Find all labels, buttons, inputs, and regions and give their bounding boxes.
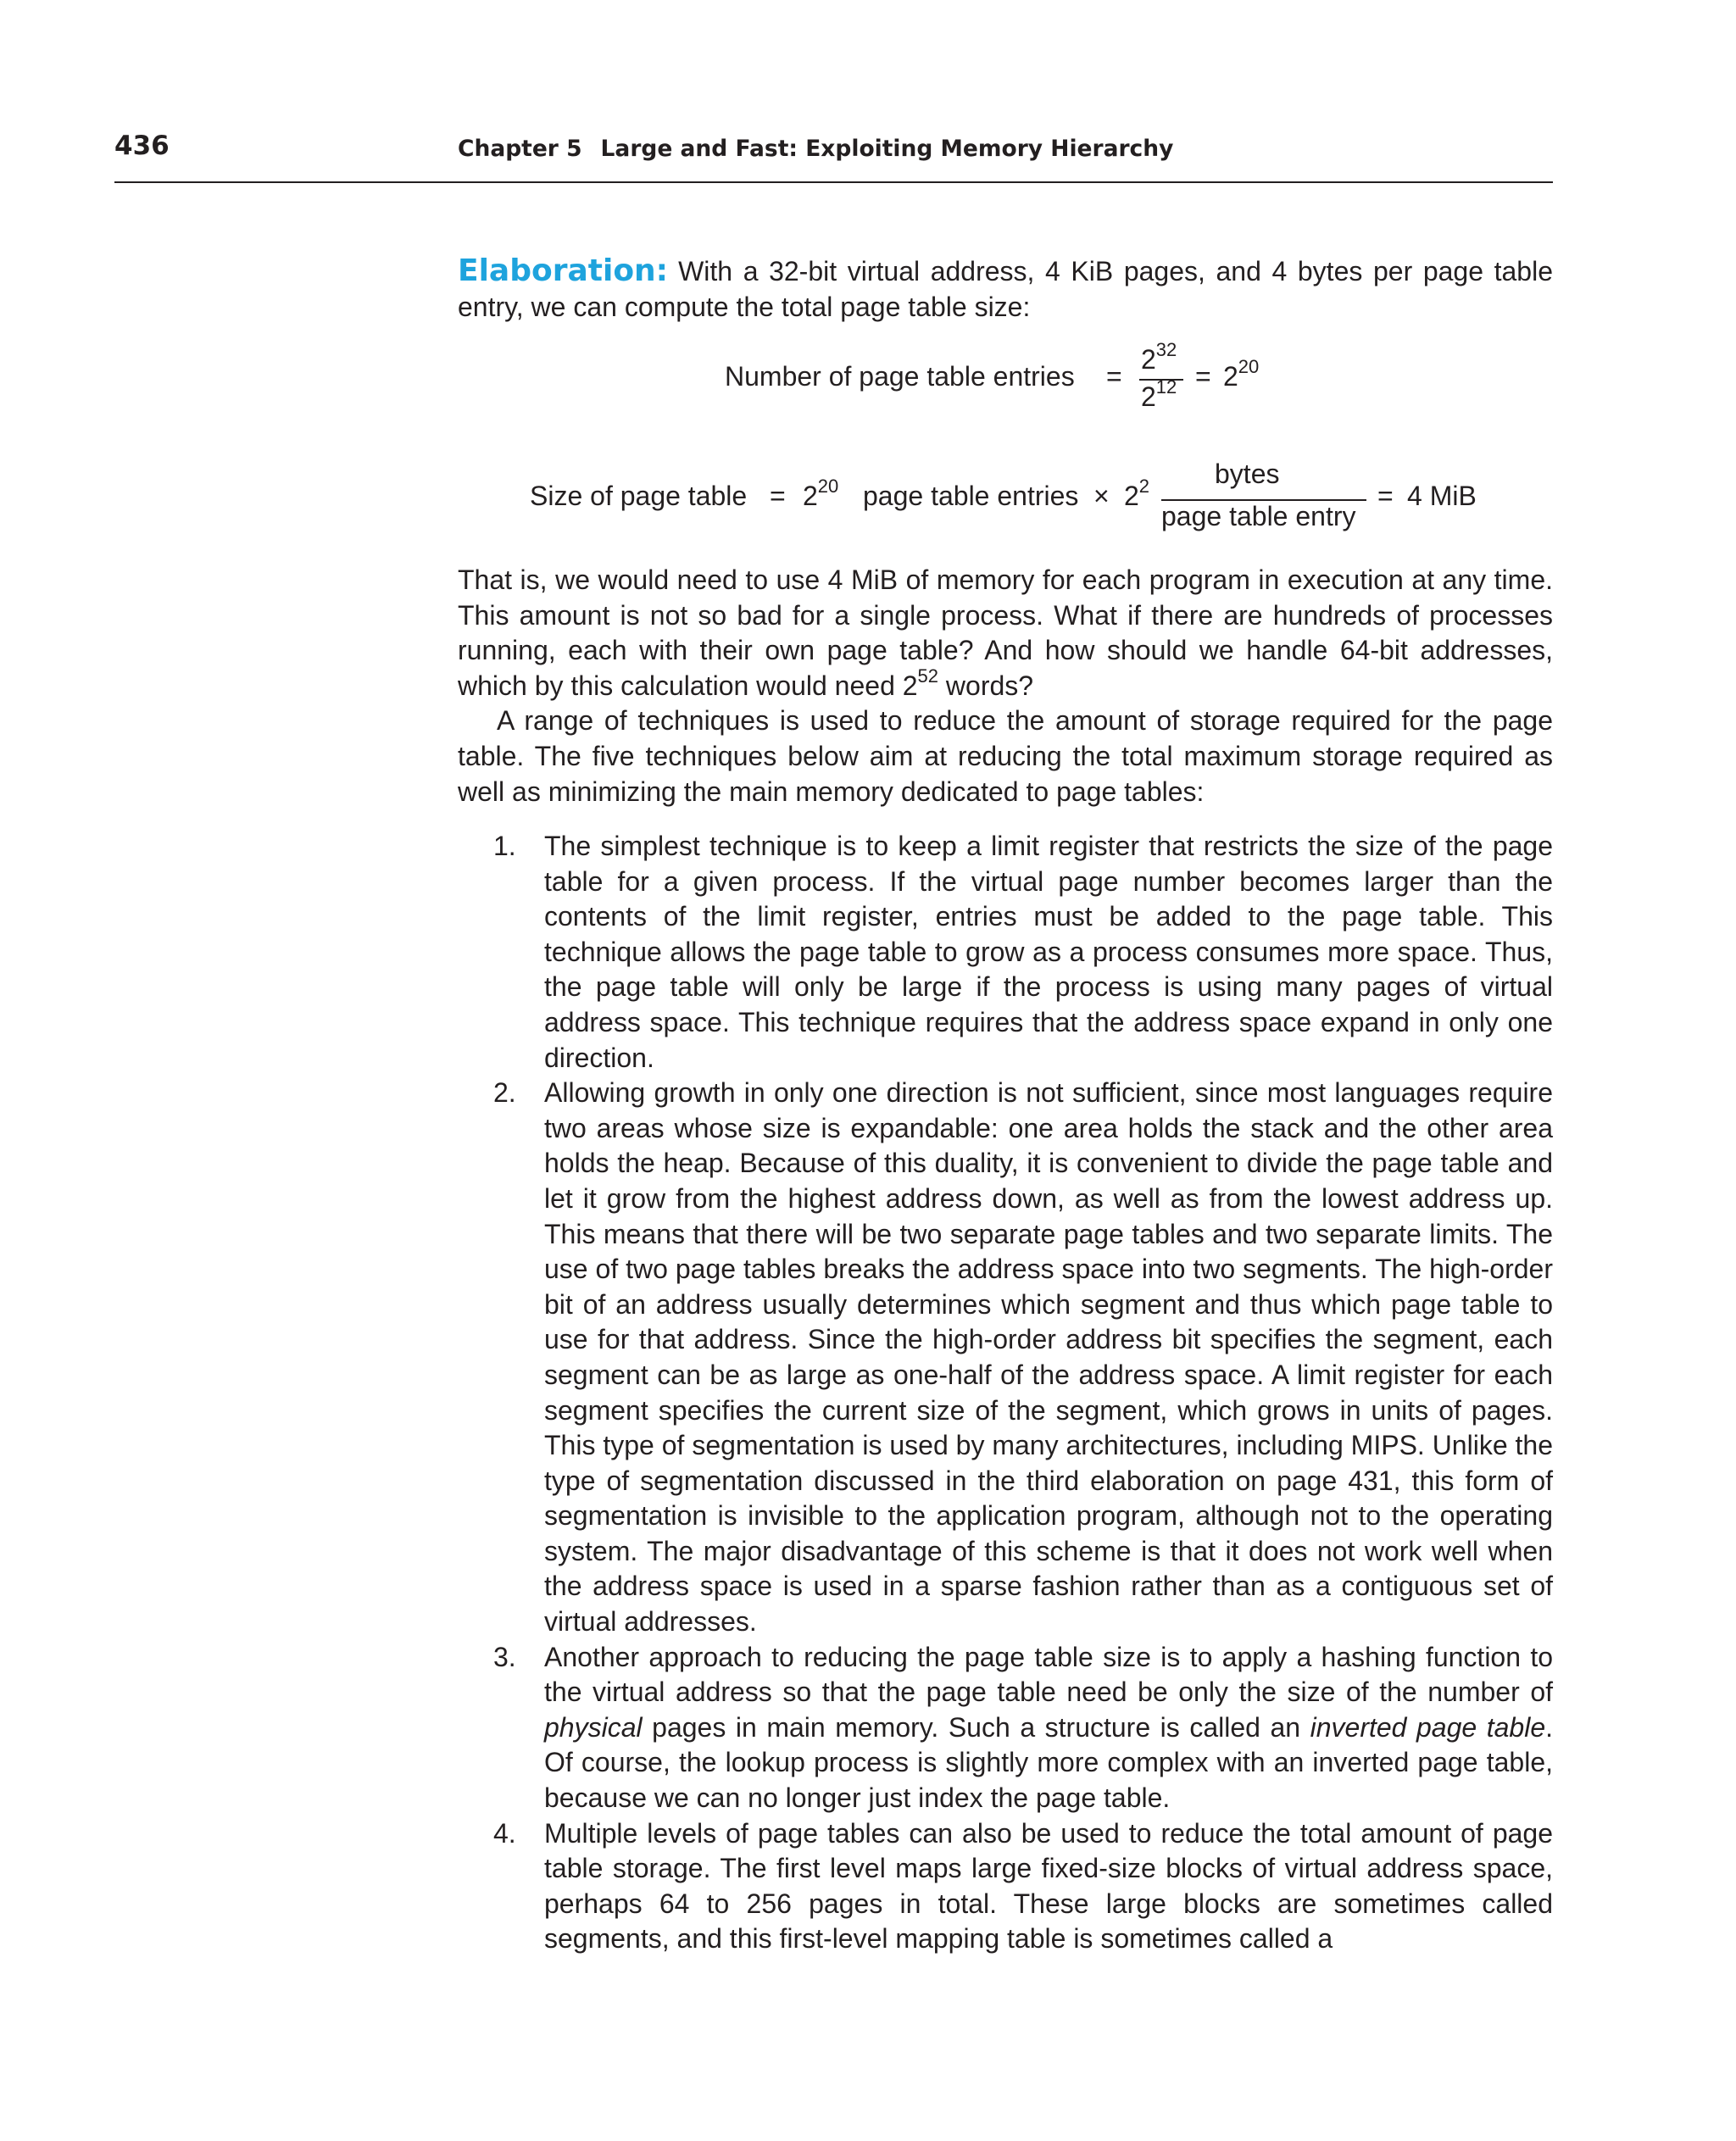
- equation1-equals: =: [1106, 361, 1122, 392]
- list-item: [458, 1076, 1553, 1640]
- list-item-number: 1.: [493, 831, 516, 861]
- list-item-number: 4.: [493, 1817, 516, 1849]
- list-item-text: The simplest technique is to keep a limit register that restricts the size of the page table for a given process. If the virtual page number becomes larger than the contents of the limit register, entries must be added to the page table. This technique allows the page table to grow as a process consumes more space. Thus, the page table will only be large if the process is using many pages of virtual address space. This technique requires that the address space expand in only one direction.: [544, 831, 1553, 1073]
- chapter-title: Large and Fast: Exploiting Memory Hierarchy: [600, 136, 1174, 162]
- list-item-text: Multiple levels of page tables can also be used to reduce the total amount of page table storage. The first level maps large fixed-size blocks of virtual address space, perhaps 64 to 256 pages in total. These large blocks are sometimes called segments, and this first-level mapping table is sometimes called a: [544, 1817, 1553, 1955]
- discussion: [458, 563, 1553, 809]
- running-head: [458, 136, 1173, 162]
- running-header: [114, 129, 1553, 183]
- equation-page-table-entries: [725, 341, 1318, 417]
- equation1-numerator: $2^{32}$: [1141, 339, 1177, 375]
- equation2-lhs: Size of page table: [530, 481, 748, 511]
- list-item: [458, 1640, 1553, 1816]
- equation2-result: 4 MiB: [1407, 481, 1477, 511]
- equation1-lhs: Number of page table entries: [725, 361, 1075, 392]
- equation2-fraction-denominator: page table entry: [1161, 501, 1356, 531]
- list-item: [458, 1816, 1553, 1957]
- equation1-result: $2^{20}$: [1223, 356, 1260, 392]
- elaboration-text: With a 32-bit virtual address, 4 KiB pages, and 4 bytes per page table entry, we can compute the total page table size:: [458, 256, 1553, 322]
- equation1-equals-2: =: [1195, 361, 1211, 392]
- equation2-equals-2: =: [1377, 481, 1394, 511]
- equation2-term1-unit: page table entries: [863, 481, 1079, 511]
- equation2-term1: $2^{20}$: [803, 475, 839, 511]
- equation2-term2: $2^2$: [1124, 475, 1150, 511]
- list-item-number: 3.: [493, 1641, 516, 1672]
- list-item-text: Another approach to reducing the page table size is to apply a hashing function to the virtual address so that the page table need be only the size of the number of physical pages in main memory. Such a structure is called an inverted page table. Of course, the lookup process is slightly more complex with an inverted page table, because we can no longer just index the page table.: [544, 1641, 1554, 1814]
- list-item-number: 2.: [493, 1077, 516, 1109]
- equation1-denominator: $2^{12}$: [1141, 376, 1177, 412]
- page-number: 436: [114, 131, 170, 161]
- elaboration-label: Elaboration:: [458, 253, 669, 288]
- chapter-number: Chapter 5: [458, 136, 582, 162]
- paragraph-memory-usage: That is, we would need to use 4 MiB of memory for each program in execution at any time. This amount is not so bad for a single process. What if there are hundreds of processes running, each with their own page table? And how should we handle 64-bit addresses, which by this calculation would need $2^{52}$ words?: [458, 564, 1553, 701]
- equation-page-table-size: [530, 459, 1547, 538]
- equation2-times: ×: [1093, 481, 1110, 511]
- equation2-fraction-numerator: bytes: [1215, 459, 1280, 489]
- elaboration-paragraph: [458, 253, 1553, 325]
- techniques-list: [458, 829, 1553, 1957]
- paragraph-techniques-intro: A range of techniques is used to reduce the amount of storage required for the page table. The five techniques below aim at reducing the total maximum storage required as well as minimizing the main memory dedicated to page tables:: [458, 705, 1553, 807]
- equation2-equals: =: [770, 481, 786, 511]
- list-item-text: Allowing growth in only one direction is not sufficient, since most languages require two areas whose size is expandable: one area holds the stack and the other area holds the heap. Because of this duality, it is convenient to divide the page table and let it grow from the highest address down, as well as from the lowest address up. This means that there will be two separate page tables and two separate limits. The use of two page tables breaks the address space into two segments. The high-order bit of an address usually determines which segment and thus which page table to use for that address. Since the high-order address bit specifies the segment, each segment can be as large as one-half of the address space. A limit register for each segment specifies the current size of the segment, which grows in units of pages. This type of segmentation is used by many architectures, including MIPS. Unlike the type of segmentation discussed in the third elaboration on page 431, this form of segmentation is invisible to the application program, although not to the operating system. The major disadvantage of this scheme is that it does not work well when the address space is used in a sparse fashion rather than as a contiguous set of virtual addresses.: [544, 1077, 1553, 1638]
- list-item: [458, 829, 1553, 1076]
